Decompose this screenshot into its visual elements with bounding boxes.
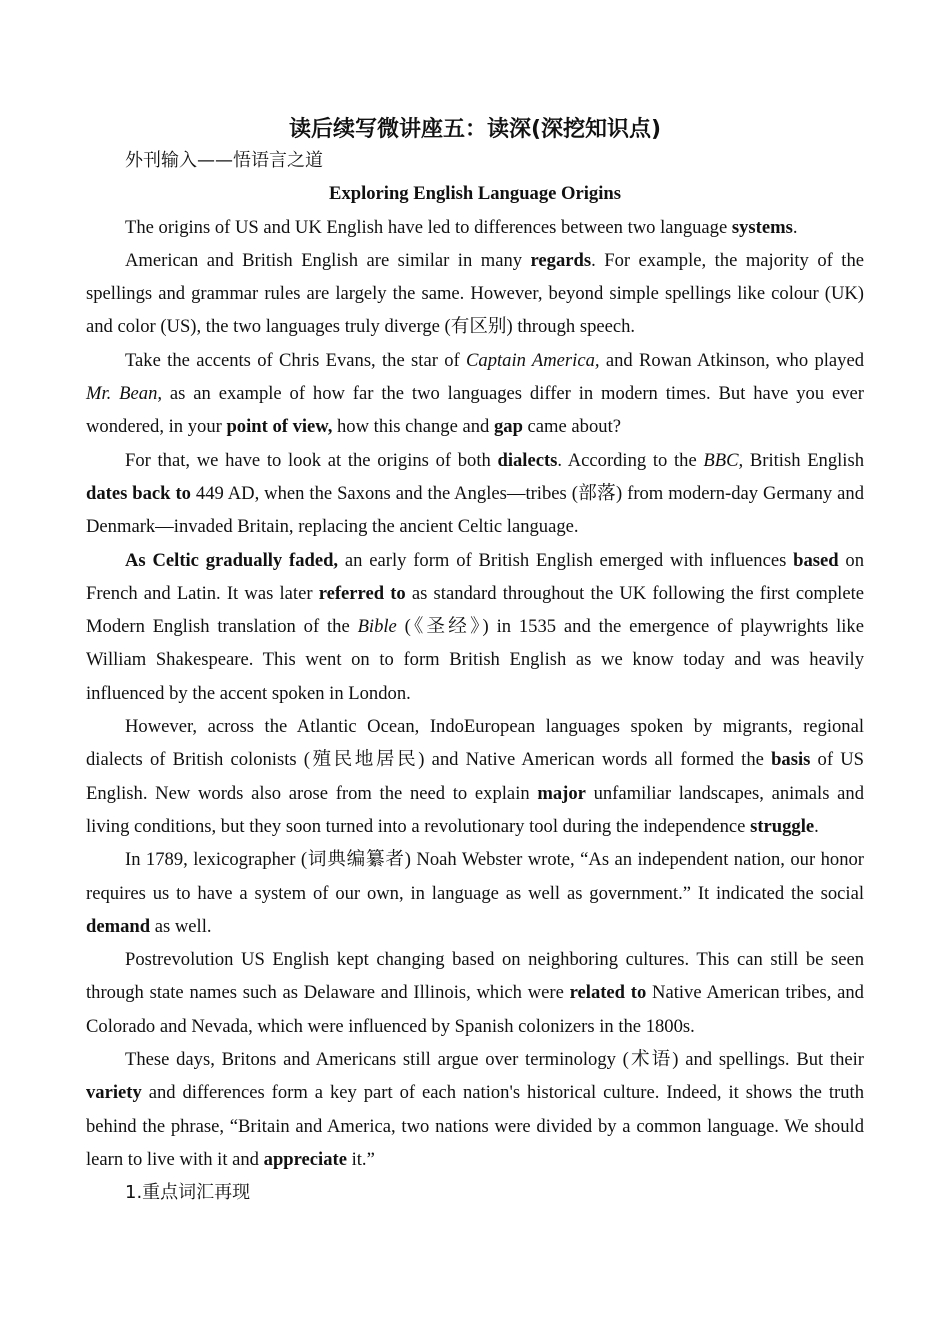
paragraph-5	[86, 544, 864, 710]
title-reference: Captain America,	[466, 349, 600, 371]
text-run: of US English. New words also arose from the need to explain	[86, 749, 865, 804]
text-run: .	[814, 815, 819, 837]
keyword: regards	[530, 249, 592, 271]
text-run: Take the accents of Chris Evans, the star of	[125, 349, 466, 371]
keyword: major	[537, 782, 586, 804]
document-title: 读后续写微讲座五：读深(深挖知识点)	[288, 117, 662, 142]
text-run: However, across the Atlantic Ocean, IndoEuropean languages spoken by migrants, regional dialects of British colonists (殖民地居民) and Native American words all formed the	[86, 716, 864, 771]
text-run: unfamiliar landscapes, animals and living conditions, but they soon turned into a revolutionary tool during the independence	[86, 782, 865, 837]
document-page	[86, 112, 864, 1210]
paragraph-6	[86, 710, 864, 843]
text-run: how this change and	[332, 416, 494, 438]
text-run: came about?	[522, 416, 621, 438]
keyword: point of view,	[226, 416, 333, 438]
keyword: gap	[493, 416, 523, 438]
keyword: struggle	[750, 815, 815, 837]
title-reference: BBC,	[703, 449, 744, 471]
keyword: related to	[569, 982, 647, 1004]
text-run: an early form of British English emerged with influences	[338, 549, 794, 571]
text-run: it.”	[346, 1148, 375, 1170]
keyword: systems	[731, 216, 793, 238]
text-run: In 1789, lexicographer (词典编纂者) Noah Webster wrote, “As an independent nation, our honor requires us to have a system of our own, in language as well as government.” It indicated the social	[86, 849, 864, 904]
title-reference: Bible	[357, 616, 397, 638]
section-heading: 外刊输入——悟语言之道	[125, 150, 323, 171]
paragraph-8	[86, 943, 864, 1043]
text-run: Native American tribes, and Colorado and Nevada, which were influenced by Spanish colonizers in the 1800s.	[86, 982, 864, 1037]
text-run: Postrevolution US English kept changing based on neighboring cultures. This can still be seen through state names such as Delaware and Illinois, which were	[86, 949, 864, 1004]
text-run: These days, Britons and Americans still argue over terminology (术语) and spellings. But their	[125, 1049, 864, 1071]
paragraph-1	[86, 211, 864, 244]
text-run: For that, we have to look at the origins of both	[125, 449, 498, 471]
keyword: basis	[771, 749, 811, 771]
text-run: . According to the	[557, 449, 704, 471]
paragraph-7	[86, 843, 864, 943]
keyword: demand	[86, 915, 151, 937]
keyword: based	[793, 549, 839, 571]
article-title: Exploring English Language Origins	[329, 183, 621, 205]
keyword: dialects	[497, 449, 558, 471]
text-run: as an example of how far the two languages differ in modern times. But have you ever wondered, in your	[86, 383, 864, 438]
keyword: variety	[86, 1082, 142, 1104]
text-run: as standard throughout the UK following the first complete Modern English translation of the	[86, 582, 865, 638]
text-run: . For example, the majority of the spellings and grammar rules are largely the same. However, beyond simple spellings like colour (UK) and color (US), the two languages truly diverge (有区别) through speech.	[86, 249, 864, 338]
paragraph-4	[86, 444, 864, 544]
vocab-heading: 1.重点词汇再现	[125, 1182, 251, 1204]
keyword: referred to	[318, 582, 406, 604]
keyword: As Celtic gradually faded,	[125, 549, 339, 571]
title-reference: Mr. Bean,	[86, 383, 163, 405]
keyword: dates back to	[86, 482, 191, 504]
text-run: on French and Latin. It was later	[86, 549, 865, 604]
paragraph-9	[86, 1043, 864, 1176]
text-run: American and British English are similar in many	[125, 249, 531, 271]
text-run: and differences form a key part of each nation's historical culture. Indeed, it shows the truth behind the phrase, “Britain and America, two nations were divided by a common language. We should learn to live with it and	[86, 1082, 864, 1170]
text-run: British English	[743, 449, 865, 471]
text-run: .	[792, 216, 798, 238]
keyword: appreciate	[263, 1148, 347, 1170]
paragraph-2	[86, 244, 864, 344]
text-run: and Rowan Atkinson, who played	[599, 349, 865, 371]
text-run: (《圣经》) in 1535 and the emergence of playwrights like William Shakespeare. This went on to form British English as we know today and was heavily influenced by the accent spoken in London.	[86, 616, 864, 704]
text-run: 449 AD, when the Saxons and the Angles—tribes (部落) from modern-day Germany and Denmark—invaded Britain, replacing the ancient Celtic language.	[86, 482, 864, 538]
text-run: as well.	[150, 915, 212, 937]
text-run: The origins of US and UK English have led to differences between two language	[125, 216, 732, 238]
paragraph-3	[86, 344, 864, 444]
